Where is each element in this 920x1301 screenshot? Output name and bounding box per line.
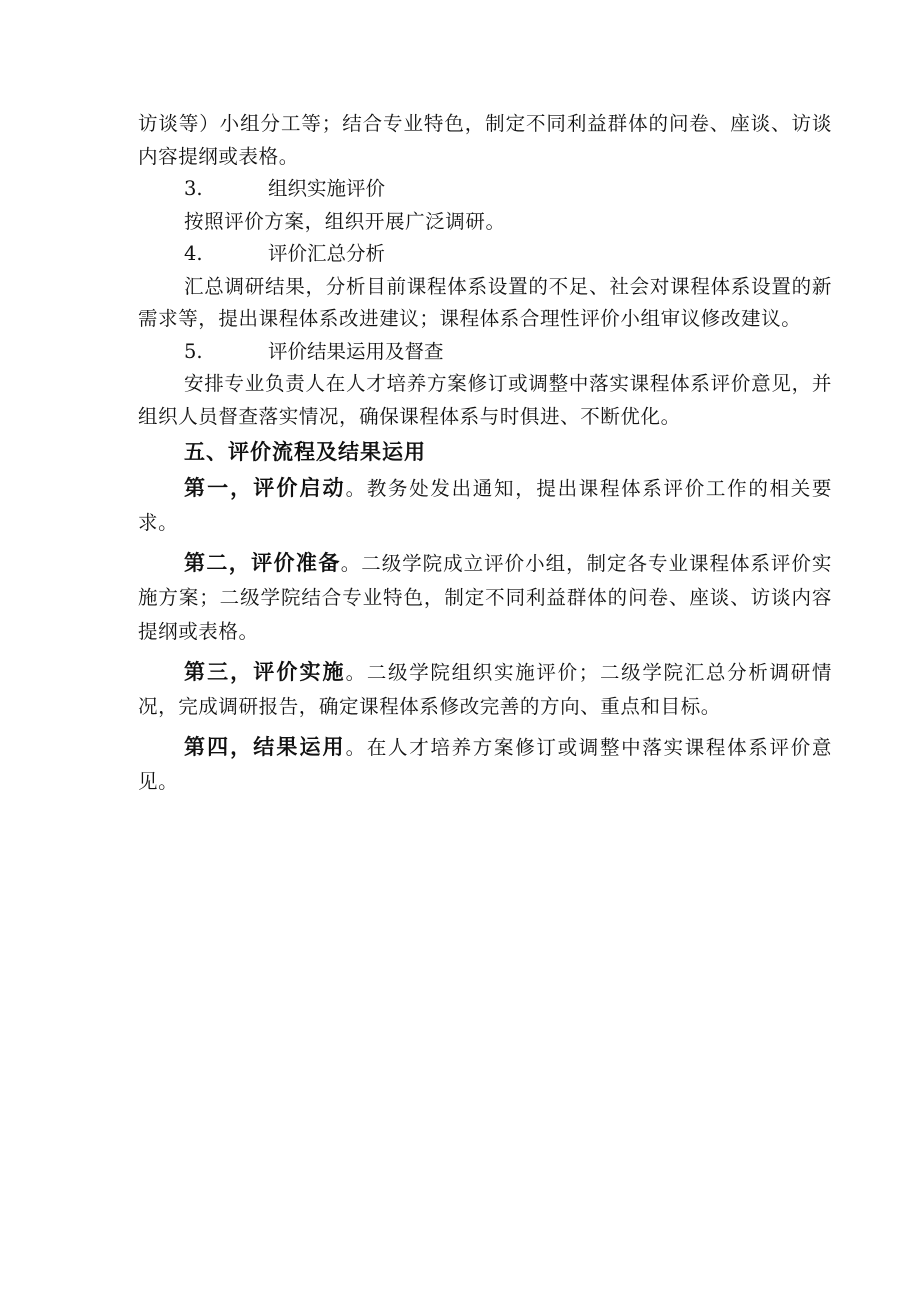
list-item-3 [138,173,832,206]
paragraph-summary-analysis: 汇总调研结果，分析目前课程体系设置的不足、社会对课程体系设置的新需求等，提出课程体系改进建议；课程体系合理性评价小组审议修改建议。 [138,274,832,330]
list-item-number: 5. [184,339,203,363]
list-item-title: 评价结果运用及督查 [268,339,444,363]
paragraph-supervision: 安排专业负责人在人才培养方案修订或调整中落实课程体系评价意见，并组织人员督查落实情况，确保课程体系与时俱进、不断优化。 [138,372,832,428]
list-item-number: 3. [184,177,203,200]
step-paragraph-2 [138,546,832,649]
step-text: 。在人才培养方案修订或调整中落实课程体系评价意见。 [138,736,832,793]
list-item-4 [138,238,832,271]
paragraph-interview-outline: 访谈等）小组分工等；结合专业特色，制定不同利益群体的问卷、座谈、访谈内容提纲或表格。 [138,112,832,168]
step-text: 。二级学院成立评价小组，制定各专业课程体系评价实施方案；二级学院结合专业特色，制定不同利益群体的问卷、座谈、访谈内容提纲或表格。 [138,552,833,643]
document-page [138,108,832,805]
section-heading: 五、评价流程及结果运用 [184,440,426,464]
step-paragraph-4 [138,730,832,799]
list-item-title: 组织实施评价 [268,177,386,200]
list-item-5 [138,336,832,369]
step-paragraph-1 [138,471,832,540]
step-text: 。教务处发出通知，提出课程体系评价工作的相关要求。 [138,477,832,534]
step-lead: 第四，结果运用 [184,735,346,759]
paragraph-organize-research: 按照评价方案，组织开展广泛调研。 [184,209,506,233]
step-lead: 第一，评价启动 [184,476,346,500]
step-lead: 第三，评价实施 [184,660,346,684]
list-item-number: 4. [184,242,203,265]
step-paragraph-3 [138,655,832,724]
step-text: 。二级学院组织实施评价；二级学院汇总分析调研情况，完成调研报告，确定课程体系修改完善的方向、重点和目标。 [138,661,832,718]
step-lead: 第二，评价准备 [184,551,341,575]
list-item-title: 评价汇总分析 [268,242,386,265]
